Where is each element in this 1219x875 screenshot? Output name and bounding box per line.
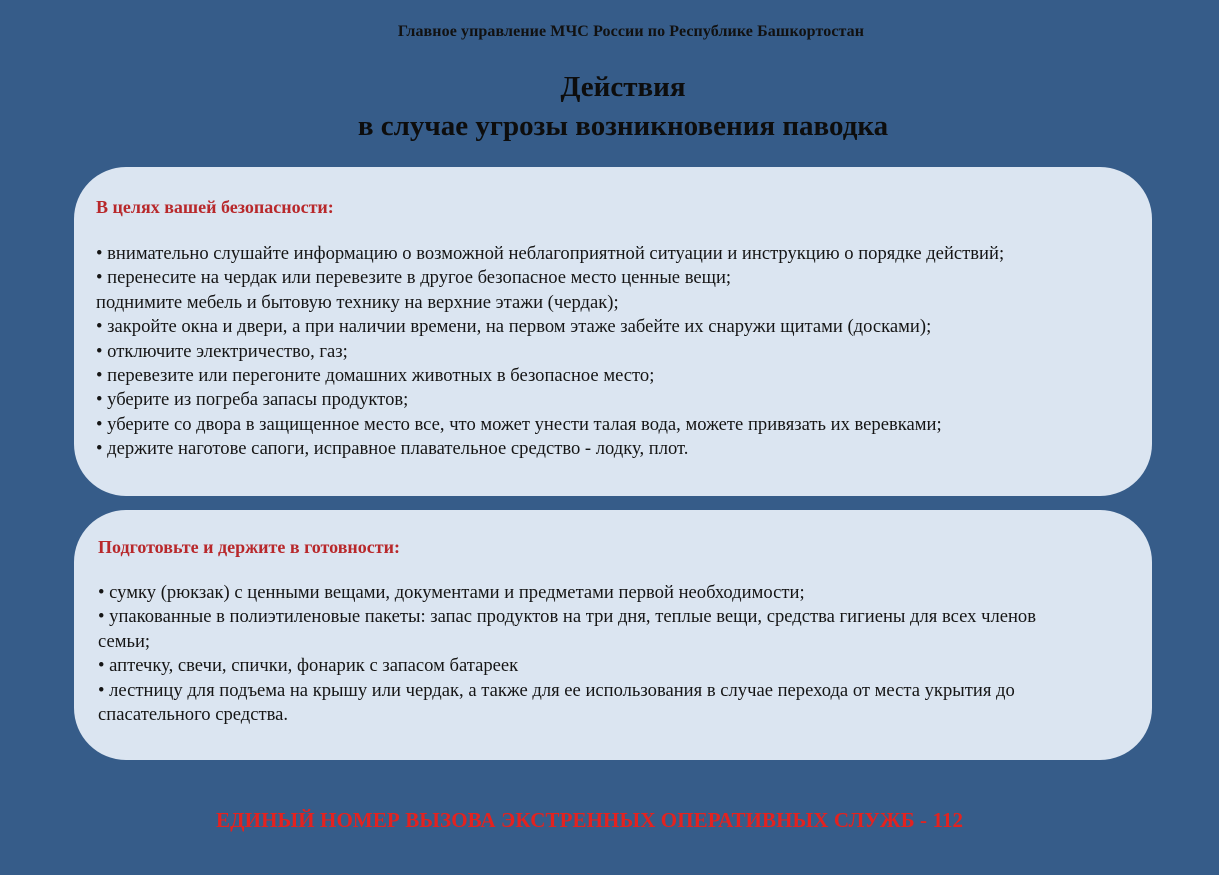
readiness-list	[98, 581, 1036, 727]
safety-list	[96, 242, 1004, 462]
list-item: • лестницу для подъема на крышу или чердак, а также для ее использования в случае перехода от места укрытия до	[98, 679, 1015, 701]
list-item: • перенесите на чердак или перевезите в другое безопасное место ценные вещи;	[96, 267, 732, 289]
list-item: • уберите из погреба запасы продуктов;	[96, 389, 409, 411]
list-item: • перевезите или перегоните домашних животных в безопасное место;	[96, 365, 655, 387]
emergency-hotline: ЕДИНЫЙ НОМЕР ВЫЗОВА ЭКСТРЕННЫХ ОПЕРАТИВНЫХ СЛУЖБ - 112	[216, 808, 964, 832]
organization-name: Главное управление МЧС России по Республике Башкортостан	[397, 23, 865, 40]
list-item: поднимите мебель и бытовую технику на верхние этажи (чердак);	[96, 291, 619, 313]
readiness-panel	[74, 510, 1152, 760]
list-item: • внимательно слушайте информацию о возможной неблагоприятной ситуации и инструкцию о порядке действий;	[96, 243, 1005, 264]
list-item: • держите наготове сапоги, исправное плавательное средство - лодку, плот.	[96, 438, 689, 460]
list-item: • закройте окна и двери, а при наличии времени, на первом этаже забейте их снаружи щитами (досками);	[96, 316, 932, 338]
safety-heading: В целях вашей безопасности:	[96, 197, 334, 217]
list-item: • упакованные в полиэтиленовые пакеты: запас продуктов на три дня, теплые вещи, средства гигиены для всех членов	[98, 606, 1037, 628]
list-item: • уберите со двора в защищенное место все, что может унести талая вода, можете привязать их веревками;	[96, 413, 942, 435]
safety-panel	[74, 167, 1152, 496]
title-line-2: в случае угрозы возникновения паводка	[357, 110, 889, 142]
list-item: семьи;	[98, 630, 151, 652]
list-item: • аптечку, свечи, спички, фонарик с запасом батареек	[98, 655, 519, 677]
list-item: • сумку (рюкзак) с ценными вещами, документами и предметами первой необходимости;	[98, 582, 805, 603]
page-title	[0, 68, 1219, 146]
list-item: • отключите электричество, газ;	[96, 340, 348, 362]
readiness-heading: Подготовьте и держите в готовности:	[98, 537, 401, 557]
list-item: спасательного средства.	[98, 704, 289, 726]
title-line-1: Действия	[560, 71, 686, 103]
